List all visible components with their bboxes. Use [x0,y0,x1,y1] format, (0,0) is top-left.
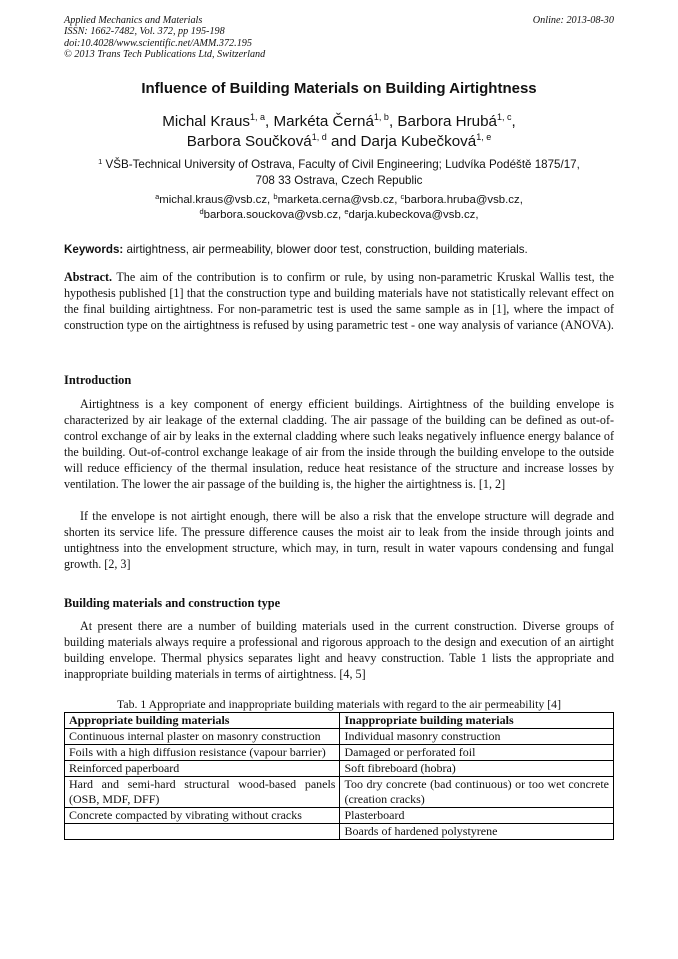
table-cell: Plasterboard [340,808,614,824]
section-heading-materials: Building materials and construction type [64,596,281,610]
table-cell [65,824,340,840]
author-name: Markéta Černá [273,113,374,130]
table-cell: Too dry concrete (bad continuous) or too wet concrete (creation cracks) [340,777,614,808]
author-sup: 1, d [311,132,327,142]
abstract-label: Abstract. [64,270,113,284]
table-cell: Foils with a high diffusion resistance (vapour barrier) [65,745,340,761]
author-sup: 1, c [497,112,512,122]
email-sup: c [400,192,405,201]
author-name: Barbora Hrubá [397,113,498,130]
abstract [64,270,614,334]
materials-paragraph-1: At present there are a number of building materials used in the current construction. Diverse groups of building materials always require a professional and rigorous approach to the design and execution of an airtight building envelope. Thermal physics separates light and heavy construction. Table 1 lists the appropriate and inappropriate building materials in terms of airtightness. [4, 5] [64,619,614,681]
table-caption: Tab. 1 Appropriate and inappropriate building materials with regard to the air permeability [4] [116,697,562,711]
keywords-text: airtightness, air permeability, blower door test, construction, building materials. [123,243,528,256]
online-date: Online: 2013-08-30 [532,15,614,26]
table-cell: Boards of hardened polystyrene [340,824,614,840]
abstract-text: The aim of the contribution is to confirm or rule, by using non-parametric Kruskal Wallis test, the hypothesis published [1] that the construction type and building materials have not statistically relevant effect on the final building airtightness. For non-parametric test is used the same sample as in [1], where the impact of construction type on the airtightness is refused by using parametric test - one way analysis of variance (ANOVA). [64,270,614,332]
email-sup: a [155,192,160,201]
email-address[interactable]: barbora.souckova@vsb.cz, [203,209,345,221]
table-row [65,824,614,840]
section-heading-introduction: Introduction [64,373,132,387]
author-sep: and [326,133,361,150]
email-line-2 [40,208,638,223]
journal-copyright: © 2013 Trans Tech Publications Ltd, Switzerland [64,49,266,61]
table-cell: Concrete compacted by vibrating without cracks [65,808,340,824]
email-address[interactable]: darja.kubeckova@vsb.cz, [348,209,479,221]
author-sep: , [511,113,516,130]
author-sup: 1, e [476,132,492,142]
journal-issn: ISSN: 1662-7482, Vol. 372, pp 195-198 [64,26,225,38]
table-cell: Continuous internal plaster on masonry construction [65,729,340,745]
table-row [65,729,614,745]
author-line-1 [0,112,678,132]
affiliation-line-2: 708 33 Ostrava, Czech Republic [255,174,423,187]
table-row [65,745,614,761]
keywords-label: Keywords: [64,243,124,256]
table-row [65,777,614,808]
table-cell: Reinforced paperboard [65,761,340,777]
table-cell: Individual masonry construction [340,729,614,745]
author-line-2 [0,132,678,152]
table-cell: Soft fibreboard (hobra) [340,761,614,777]
author-sup: 1, b [373,112,389,122]
keywords [64,243,616,256]
email-address[interactable]: marketa.cerna@vsb.cz, [277,194,401,206]
table-cell: Hard and semi-hard structural wood-based panels (OSB, MDF, DFF) [65,777,340,808]
affiliation-line-1 [40,157,638,173]
author-sep: , [265,113,274,130]
email-sup: b [273,192,278,201]
affiliation-sup: 1 [98,157,103,166]
journal-name: Applied Mechanics and Materials [64,15,203,26]
table-row [65,761,614,777]
author-name: Barbora Součková [186,133,312,150]
journal-header [64,15,265,61]
introduction-paragraph-1: Airtightness is a key component of energy efficient buildings. Airtightness of the building envelope is characterized by air leakage of the external cladding. The air passage of the building can be defined as out-of-control exchange of air by leaks in the external cladding where such leaks negatively influence energy balance of the building. Out-of-control exchange leakage of air from the inside through the building envelope to the outside will reduce efficiency of the thermal insulation, reduce heat resistance of the structure and increase losses by ventilation. The lower the air passage of the building is, the higher the airtightness is. [1, 2] [64,397,614,491]
email-sup: d [199,207,204,216]
table-header-row [65,713,614,729]
affiliation-text: VŠB-Technical University of Ostrava, Faculty of Civil Engineering; Ludvíka Podéště 1875/17, [102,158,580,171]
table-header-cell: Inappropriate building materials [340,713,614,729]
email-address[interactable]: michal.kraus@vsb.cz, [159,194,274,206]
materials-table [64,712,614,840]
table-row [65,808,614,824]
paper-title: Influence of Building Materials on Building Airtightness [141,80,537,97]
journal-doi[interactable]: doi:10.4028/www.scientific.net/AMM.372.195 [64,37,252,49]
email-list [40,193,638,223]
author-sup: 1, a [250,112,266,122]
email-line-1 [40,193,638,208]
introduction-paragraph-2: If the envelope is not airtight enough, there will be also a risk that the envelope structure will degrade and shorten its service life. The pressure difference causes the moist air to leak from the inside through joints and untightness into the envelopment structure, which may, in turn, result in water vapours condensing and fungal growth. [2, 3] [64,509,614,571]
affiliation [40,157,638,189]
author-sep: , [388,113,398,130]
email-sup: e [344,207,349,216]
table-cell: Damaged or perforated foil [340,745,614,761]
author-list [0,112,678,152]
email-address[interactable]: barbora.hruba@vsb.cz, [404,194,523,206]
author-name: Darja Kubečková [360,133,477,150]
table-header-cell: Appropriate building materials [65,713,340,729]
author-name: Michal Kraus [162,113,250,130]
